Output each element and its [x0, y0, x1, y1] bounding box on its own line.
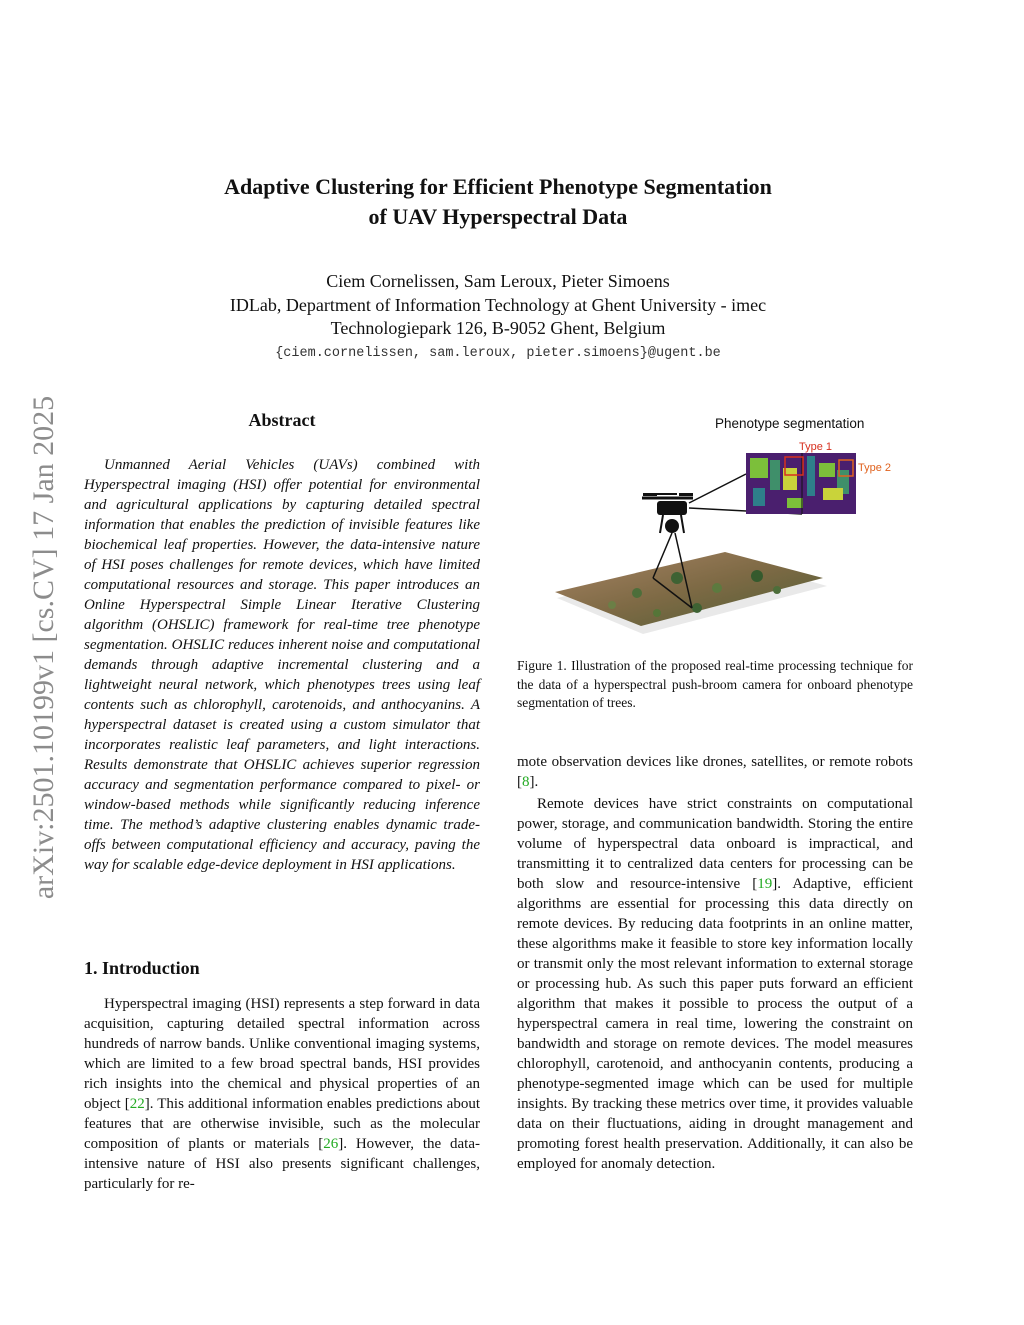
intro-text-2a: Remote devices have strict constraints on computational power, storage, and communication bandwidth. Storing the entire volume of hyperspectral data onboard is impractical, and transmitting it to centralized data centers for processing can be both slow and resource-intensive [ [517, 796, 913, 892]
label-type-1: Type 1 [799, 441, 833, 453]
citation-link-8[interactable]: 8 [522, 774, 530, 790]
author-block [150, 270, 846, 341]
label-type-2: Type 2 [858, 462, 892, 474]
segmentation-map [746, 453, 856, 514]
abstract-text: Unmanned Aerial Vehicles (UAVs) combined with Hyperspectral imaging (HSI) offer potential for environmental and agricultural applications by capturing detailed spectral information that enables the prediction of invisible features like biochemical leaf properties. However, the data-intensive nature of HSI poses challenges for remote devices, which have limited computational resources and storage. This paper introduces an Online Hyperspectral Simple Linear Iterative Clustering algorithm (OHSLIC) framework for real-time tree phenotype segmentation. OHSLIC reduces inherent noise and computational demands through adaptive incremental clustering and a lightweight neural network, which phenotypes trees using leaf contents such as chlorophyll, carotenoids, and anthocyanins. A hyperspectral dataset is created using a custom simulator that incorporates realistic leaf parameters, and light interactions. Results demonstrate that OHSLIC achieves superior regression accuracy and segmentation performance compared to pixel- or window-based methods while significantly reducing inference time. The method’s adaptive clustering enables dynamic trade-offs between computational efficiency and accuracy, paving the way for scalable edge-device deployment in HSI applications. [84, 457, 480, 873]
title-line-2: of UAV Hyperspectral Data [368, 204, 628, 229]
arxiv-identifier-text: arXiv:2501.10199v1 [cs.CV] 17 Jan 2025 [27, 395, 60, 900]
figure-title: Phenotype segmentation [715, 416, 865, 431]
introduction-paragraph-1 [84, 994, 480, 1194]
figure-1 [517, 408, 913, 648]
intro-text-2b: ]. Adaptive, efficient algorithms are essential for processing this data directly on remote devices. By reducing data footprints in an online matter, these algorithms make it feasible to store key information locally or transmit only the most relevant information to external storage or processing hub. As such this paper puts forward an efficient algorithm that makes it possible to process the output of a hyperspectral camera in real time, lowering the constraint on bandwidth and storage on remote devices. The model measures chlorophyll, carotenoid, and anthocyanin contents, producing a phenotype-segmented image which can be used for multiple insights. By tracking these metrics over time, it provides valuable data on their fluctuations, aiding in drought management and promoting forest health preservation. Additionally, it can also be employed for anomaly detection. [517, 876, 913, 1172]
author-names: Ciem Cornelissen, Sam Leroux, Pieter Simoens [326, 271, 670, 291]
abstract-heading: Abstract [248, 410, 316, 430]
paper-title [150, 172, 846, 232]
introduction-heading: 1. Introduction [84, 958, 200, 978]
intro-cont-text-a: mote observation devices like drones, satellites, or remote robots [ [517, 754, 913, 790]
affiliation: IDLab, Department of Information Technology at Ghent University - imec [229, 294, 767, 315]
title-line-1: Adaptive Clustering for Efficient Phenotype Segmentation [224, 174, 772, 199]
intro-text-1c: ]. However, the data-intensive nature of HSI also presents significant challenges, particularly for re- [84, 1136, 480, 1192]
intro-cont-text-b: ]. [529, 774, 539, 790]
citation-link-26[interactable]: 26 [323, 1136, 339, 1152]
address: Technologiepark 126, B-9052 Ghent, Belgium [330, 318, 666, 338]
abstract-body [84, 455, 480, 875]
citation-link-22[interactable]: 22 [129, 1096, 145, 1112]
introduction-paragraph-2 [517, 794, 913, 1174]
intro-text-1a: Hyperspectral imaging (HSI) represents a step forward in data acquisition, capturing detailed spectral information across hundreds of narrow bands. Unlike conventional imaging systems, which are limited to a few broad spectral bands, HSI provides rich insights into the chemical and physical properties of an object [ [84, 996, 480, 1112]
figure-illustration [517, 408, 913, 648]
terrain-tile [555, 552, 827, 634]
citation-link-19[interactable]: 19 [757, 876, 773, 892]
figure-caption: Figure 1. Illustration of the proposed real-time processing technique for the data of a hyperspectral push-broom camera for onboard phenotype segmentation of trees. [517, 658, 913, 710]
arxiv-identifier [24, 355, 64, 940]
author-emails: {ciem.cornelissen, sam.leroux, pieter.simoens}@ugent.be [275, 346, 721, 361]
intro-text-1b: ]. This additional information enables predictions about features that are otherwise invisible, such as the molecular composition of plants or materials [ [84, 1096, 480, 1152]
introduction-paragraph-1-continued [517, 752, 913, 792]
